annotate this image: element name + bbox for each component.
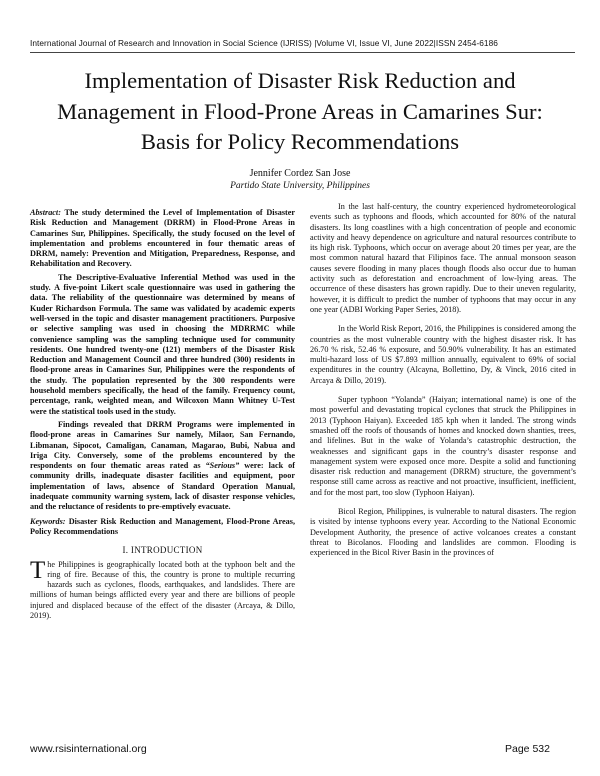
- author-name: Jennifer Cordez San Jose: [249, 168, 351, 179]
- drop-cap: T: [30, 556, 46, 584]
- paper-title: Implementation of Disaster Risk Reduction and Management in Flood-Prone Areas in Camarines Sur: Basis for Policy Recommendations: [57, 68, 543, 154]
- footer-url: www.rsisinternational.org: [30, 743, 147, 755]
- abstract-label: Abstract:: [30, 208, 61, 217]
- keywords: [30, 517, 295, 538]
- right-column: [310, 202, 576, 568]
- abstract-paragraph-1: [30, 208, 295, 270]
- footer-page-number: Page 532: [505, 743, 550, 755]
- abstract-paragraph-3: [30, 420, 295, 513]
- journal-header: International Journal of Research and Innovation in Social Science (IJRISS) |Volume VI, Issue VI, June 2022|ISSN 2454-6186: [30, 38, 498, 48]
- abstract-paragraph-2: The Descriptive-Evaluative Inferential Method was used in the study. A five-point Likert scale questionnaire was used in gathering the data. The reliability of the questionnaire was determined by means of Kuder Richardson Formula. The same was validated by academic experts well-versed in the topic and disaster management practitioners. Purposive or selective sampling was used in choosing the MDRRMC while convenience sampling was the sampling technique used for community residents. One hundred twenty-one (121) members of the Disaster Risk Reduction and Management Council and three hundred (300) residents in flood-prone areas in Camarines Sur, Philippines were the respondents of the study. The population represented by the 300 respondents were household members specifically, the head of the family. Frequency count, percentage, rank, weighted mean, and Wilcoxon Mann Whitney U-Test were the statistical tools used in the study.: [30, 272, 295, 416]
- abstract: [30, 208, 295, 513]
- author-affiliation: Partido State University, Philippines: [230, 181, 370, 191]
- abstract-emphasis: “Serious”: [205, 461, 240, 471]
- abstract-text-3a: Findings revealed that DRRM Programs were implemented in flood-prone areas in Camarines Sur namely, Milaor, San Fernando, Libmanan, Sipocot, Camaligan, Canaman, Magarao, Bubi, Nabua and Iriga City. Conversely, some of the problems encountered by the respondents on four thematic areas rated as: [30, 419, 295, 471]
- intro-text: he Philippines is geographically located both at the typhoon belt and the ring of fire. Because of this, the country is prone to multiple recurring hazards such as cyclones, floods, earthquakes, and landslides. There are millions of human beings afflicted every year and there are billions of people injured and displaced because of the effect of the disaster (Arcaya, & Dillo, 2019).: [30, 559, 295, 620]
- abstract-text-1: The study determined the Level of Implementation of Disaster Risk Reduction and Management (DRRM) in Flood-Prone Areas in Camarines Sur, Philippines. Specifically, the study focused on the level of implementation and problems encountered in four thematic areas of DRRM, namely: Prevention and Mitigation, Preparedness, Response, and Rehabilitation and Recovery.: [30, 208, 295, 269]
- keywords-text: Disaster Risk Reduction and Management, Flood-Prone Areas, Policy Recommendations: [30, 516, 295, 536]
- header-rule: [30, 52, 575, 53]
- abstract-text-3b: were: lack of community drills, inadequate disaster facilities and equipment, poor implementation of laws, absence of Standard Operation Manual, inadequate community warning system, lack of disaster response vehicles, and the reluctance of residents to pre-emptively evacuate.: [30, 461, 295, 512]
- body-paragraph-3: Super typhoon “Yolanda” (Haiyan; international name) is one of the most powerful and devastating tropical cyclones that struck the Philippines in 2013 (Typhoon Haiyan). Exceeded 185 kph when it landed. The strong winds smashed off the roofs of thousands of homes and knocked down shanties, trees, and lifelines. But in the wake of Yolanda’s catastrophic destruction, the weaknesses and significant gaps in the country’s disaster response and management system were exposed once more. Despite a solid and functioning disaster risk reduction and management (DRRM) structure, the government’s response still came across as reactive and not proactive, insufficient, inefficient, and for the most part, too slow (Typhoon Haiyan).: [310, 395, 576, 497]
- left-column: [30, 208, 295, 621]
- keywords-label: Keywords:: [30, 516, 66, 526]
- body-paragraph-4: Bicol Region, Philippines, is vulnerable to natural disasters. The region is visited by intense typhoons every year. According to the National Economic Development Authority, the presence of active volcanoes creates a constant threat to Bicolanos. Flooding and landslides are common. Flooding is experienced in the Bicol River Basin in the provinces of: [310, 507, 576, 558]
- body-paragraph-2: In the World Risk Report, 2016, the Philippines is considered among the countries as the most vulnerable country with the highest disaster risk. It has 26.70 % risk, 52.46 % exposure, and 50.90% vulnerability. It has an estimated multi-hazard loss of US $7.893 million annually, equivalent to 69% of social expenditures in the country (Alcayna, Bollettino, Dy, & Vinck, 2016 cited in Arcaya & Dillo, 2019).: [310, 324, 576, 385]
- intro-paragraph: [30, 556, 295, 622]
- body-paragraph-1: In the last half-century, the country experienced hydrometeorological events such as typhoons and floods, which accounted for 80% of the natural disasters. Its long coastlines with a high concentration of people and economic activity and heavy dependence on agriculture and natural resources contribute to its high risk. Typhoons, which occur on average about 20 times per year, are the most common natural hazard that Filipinos face. The annual monsoon season causes severe flooding in many places though floods also occur due to human activity such as deforestation and encroachment of low-lying areas. The occurrence of these disasters has grown rapidly. Due to their uneven regularity, however, it is difficult to predict the number of typhoons that may occur in any one year (ADBI Working Paper Series, 2018).: [310, 202, 576, 314]
- section-heading-introduction: I. INTRODUCTION: [122, 545, 203, 556]
